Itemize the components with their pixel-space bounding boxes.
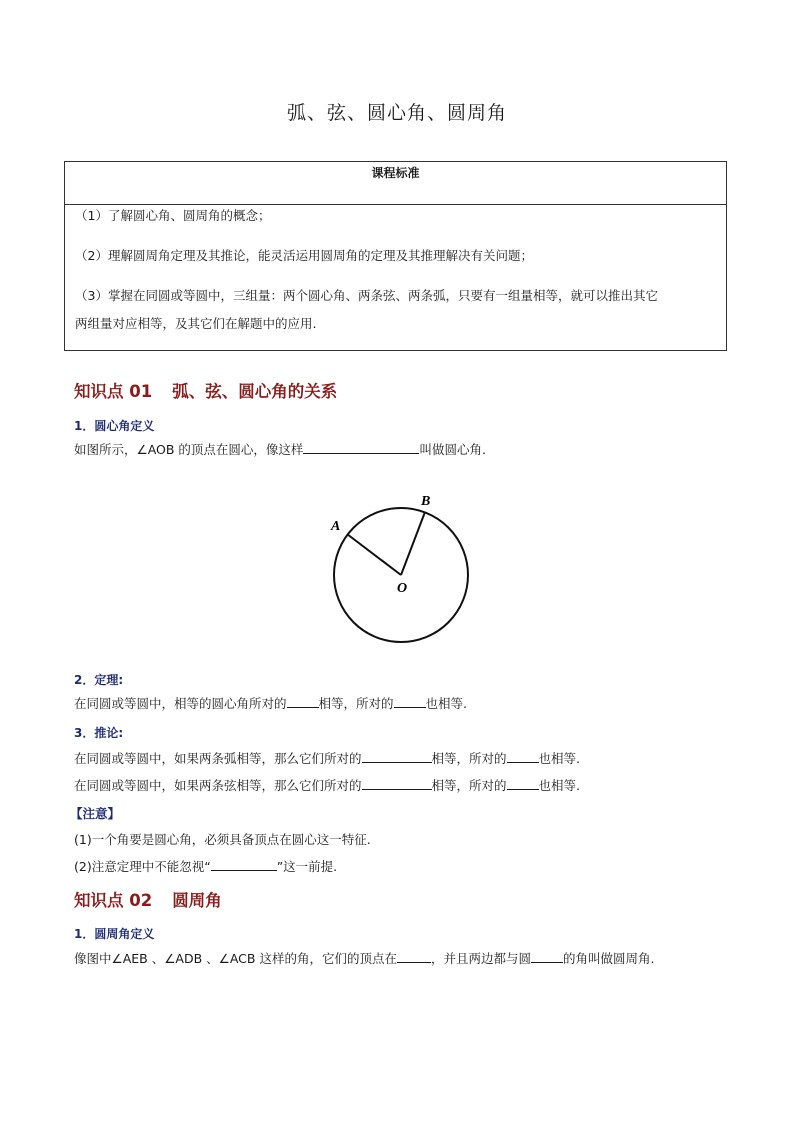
circle-diagram: [320, 490, 480, 650]
note-text: ”这一前提.: [276, 859, 338, 874]
standard-item-3-cont: 两组量对应相等，及其它们在解题中的应用.: [75, 316, 317, 331]
corollary-text: 也相等.: [538, 751, 581, 766]
definition-text: 如图所示，∠AOB 的顶点在圆心，像这样: [74, 442, 304, 457]
inscribed-angle-definition-paragraph: [74, 949, 654, 969]
corollary-text: 相等，所对的: [431, 751, 507, 766]
corollary-paragraph-2: [74, 776, 580, 796]
note-text: (2)注意定理中不能忽视“: [74, 859, 211, 874]
note-item-2: [74, 857, 337, 877]
label-a: A: [331, 519, 341, 534]
fill-in-blank[interactable]: [211, 857, 277, 871]
standards-heading: 课程标准: [65, 162, 726, 205]
label-b: B: [421, 494, 431, 509]
page-title: 弧、弦、圆心角、圆周角: [286, 102, 507, 124]
fill-in-blank[interactable]: [303, 440, 419, 454]
section-number: 知识点 02: [74, 891, 153, 910]
subheading-central-angle-definition: 1．圆心角定义: [74, 419, 155, 433]
fill-in-blank[interactable]: [397, 949, 431, 963]
note-item-1: (1)一个角要是圆心角，必须具备顶点在圆心这一特征.: [74, 832, 371, 847]
standard-item-2: （2）理解圆周角定理及其推论，能灵活运用圆周角的定理及其推理解决有关问题；: [75, 248, 533, 263]
subheading-inscribed-angle-definition: 1．圆周角定义: [74, 927, 155, 941]
radius-oa: [347, 534, 401, 575]
fill-in-blank[interactable]: [362, 749, 432, 763]
radius-ob: [401, 512, 425, 575]
definition-text: ，并且两边都与圆: [430, 951, 531, 966]
corollary-text: 相等，所对的: [431, 778, 507, 793]
section-title: 圆周角: [172, 891, 222, 910]
label-o: O: [397, 581, 408, 596]
corollary-text: 在同圆或等圆中，如果两条弦相等，那么它们所对的: [74, 778, 362, 793]
definition-text-end: 叫做圆心角.: [419, 442, 486, 457]
fill-in-blank[interactable]: [531, 949, 563, 963]
fill-in-blank[interactable]: [394, 694, 426, 708]
theorem-paragraph: [74, 694, 467, 714]
section-heading-kp2: [74, 887, 222, 911]
corollary-text: 也相等.: [538, 778, 581, 793]
subheading-theorem: 2．定理:: [74, 673, 124, 687]
fill-in-blank[interactable]: [362, 776, 432, 790]
standard-item-3: （3）掌握在同圆或等圆中，三组量：两个圆心角、两条弦、两条弧，只要有一组量相等，就可以推出其它: [75, 288, 658, 303]
corollary-text: 在同圆或等圆中，如果两条弧相等，那么它们所对的: [74, 751, 362, 766]
curriculum-standards-box: [64, 161, 727, 351]
theorem-text: 相等，所对的: [318, 696, 394, 711]
section-title: 弧、弦、圆心角的关系: [172, 382, 338, 401]
definition-paragraph: [74, 440, 486, 460]
definition-text: 的角叫做圆周角.: [562, 951, 655, 966]
note-heading: 【注意】: [70, 806, 121, 821]
corollary-paragraph-1: [74, 749, 580, 769]
definition-text: 像图中∠AEB 、∠ADB 、∠ACB 这样的角，它们的顶点在: [74, 951, 397, 966]
fill-in-blank[interactable]: [507, 776, 539, 790]
fill-in-blank[interactable]: [507, 749, 539, 763]
theorem-text: 也相等.: [425, 696, 468, 711]
section-heading-kp1: [74, 378, 337, 402]
theorem-text: 在同圆或等圆中，相等的圆心角所对的: [74, 696, 287, 711]
subheading-corollary: 3．推论:: [74, 726, 124, 740]
fill-in-blank[interactable]: [287, 694, 319, 708]
section-number: 知识点 01: [74, 382, 153, 401]
standard-item-1: （1）了解圆心角、圆周角的概念；: [75, 208, 271, 223]
